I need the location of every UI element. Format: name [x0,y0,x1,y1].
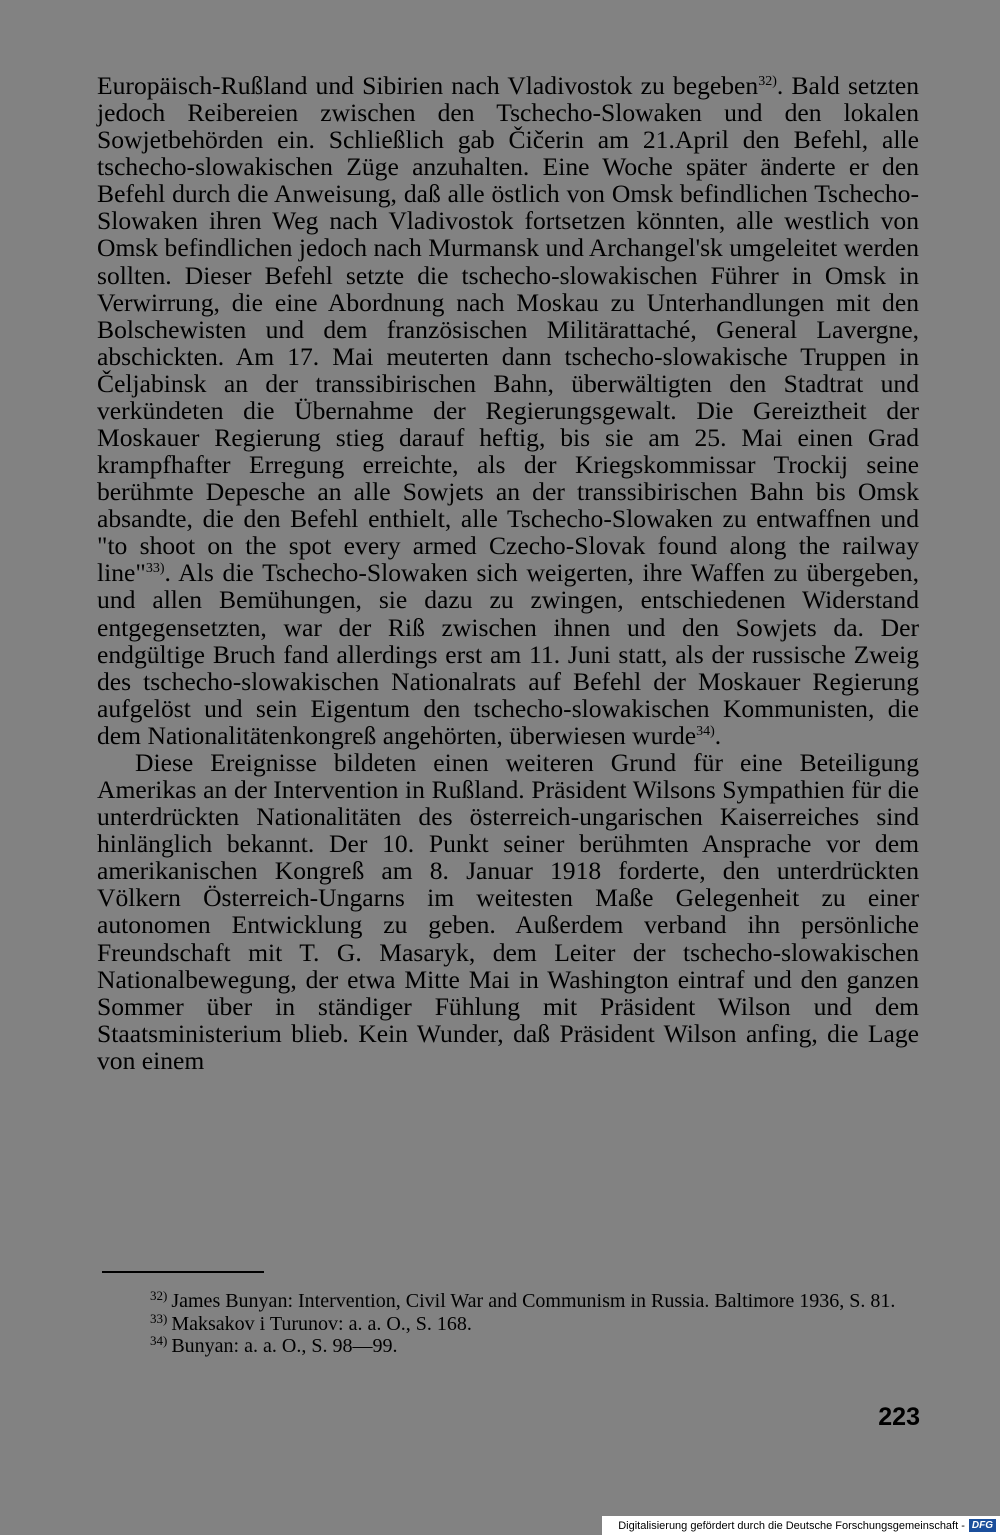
page-number: 223 [878,1403,920,1431]
digitization-credit [602,1516,1000,1535]
paragraph [97,749,919,1074]
dfg-logo: DFG [969,1519,996,1532]
footnote-text: Bunyan: a. a. O., S. 98—99. [171,1335,398,1357]
footnote-text: Maksakov i Turunov: a. a. O., S. 168. [171,1312,472,1335]
footnote-reference: 32) [758,74,777,89]
body-text [97,72,919,1074]
footnote [102,1310,920,1336]
footnote-separator [102,1271,264,1273]
paragraph-text: Diese Ereignisse bildeten einen weiteren Grund für eine Beteiligung Amerikas an der Intervention in Rußland. Präsident Wilsons Sympathien für die unterdrückten Nationalitäten des österreich-ungarischen Kaiserreiches sind hinlänglich bekannt. Der 10. Punkt seiner berühmten Ansprache vor dem amerikanischen Kongreß am 8. Januar 1918 forderte, den unterdrückten Völkern Österreich-Ungarns im weitesten Maße Gelegenheit zu einer autonomen Entwicklung zu geben. Außerdem verband ihn persönliche Freundschaft mit T. G. Masaryk, dem Leiter der tschecho-slowakischen Nationalbewegung, der etwa Mitte Mai in Washington eintraf und den ganzen Sommer über in ständiger Fühlung mit Präsident Wilson und dem Staatsministerium blieb. Kein Wunder, daß Präsident Wilson anfing, die Lage von einem [97,747,919,1075]
credit-text: Digitalisierung gefördert durch die Deutsche Forschungsgemeinschaft - [618,1519,965,1532]
paragraph-text: . Als die Tschecho-Slowaken sich weigerten, ihre Waffen zu übergeben, und allen Bemühungen, sie dazu zu zwingen, entschiedenen Widerstand entgegensetzten, war der Riß zwischen ihnen und den Sowjets da. Der endgültige Bruch fand allerdings erst am 11. Juni statt, als der russische Zweig des tschecho-slowakischen Nationalrats auf Befehl der Moskauer Regierung aufgelöst und sein Eigentum den tschecho-slowakischen Kommunisten, die dem Nationalitätenkongreß angehörten, überwiesen wurde [97,558,919,750]
footnote-reference: 34) [696,723,715,739]
footnote-number: 34) [150,1333,168,1348]
footnote-number: 33) [150,1310,168,1326]
footnote-text: James Bunyan: Intervention, Civil War and Communism in Russia. Baltimore 1936, S. 81. [171,1290,896,1312]
footnote [102,1335,920,1358]
footnotes [102,1290,920,1358]
paragraph [97,72,919,749]
paragraph-text: Europäisch-Rußland und Sibirien nach Vladivostok zu begeben [97,71,759,100]
footnote [102,1290,920,1313]
footnote-number: 32) [150,1288,168,1303]
paragraph-text: . [714,720,722,750]
paragraph-text: . Bald setzten jedoch Reibereien zwischen den Tschecho-Slowaken und den lokalen Sowjetbehörden ein. Schließlich gab Čičerin am 21.April den Befehl, alle tschecho-slowakischen Züge anzuhalten. Eine Woche später änderte er den Befehl durch die Anweisung, daß alle östlich von Omsk befindlichen Tschecho-Slowaken ihren Weg nach Vladivostok fortsetzen könnten, alle westlich von Omsk befindlichen jedoch nach Murmansk und Archangel'sk umgeleitet werden sollten. Dieser Befehl setzte die tschecho-slowakischen Führer in Omsk in Verwirrung, die eine Abordnung nach Moskau zu Unterhandlungen mit den Bolschewisten und dem französischen Militärattaché, General Lavergne, abschickten. Am 17. Mai meuterten dann tschecho-slowakische Truppen in Čeljabinsk an der transsibirischen Bahn, überwältigten den Stadtrat und verkündeten die Übernahme der Regierungsgewalt. Die Gereiztheit der Moskauer Regierung stieg darauf heftig, bis sie am 25. Mai einen Grad krampfhafter Erregung erreichte, als der Kriegskommissar Trockij seine berühmte Depesche an alle Sowjets an der transsibirischen Bahn bis Omsk absandte, die den Befehl enthielt, alle Tschecho-Slowaken zu entwaffnen und "to shoot on the spot every armed Czecho-Slovak found along the railway line" [97,71,919,588]
footnote-reference: 33) [145,561,165,577]
